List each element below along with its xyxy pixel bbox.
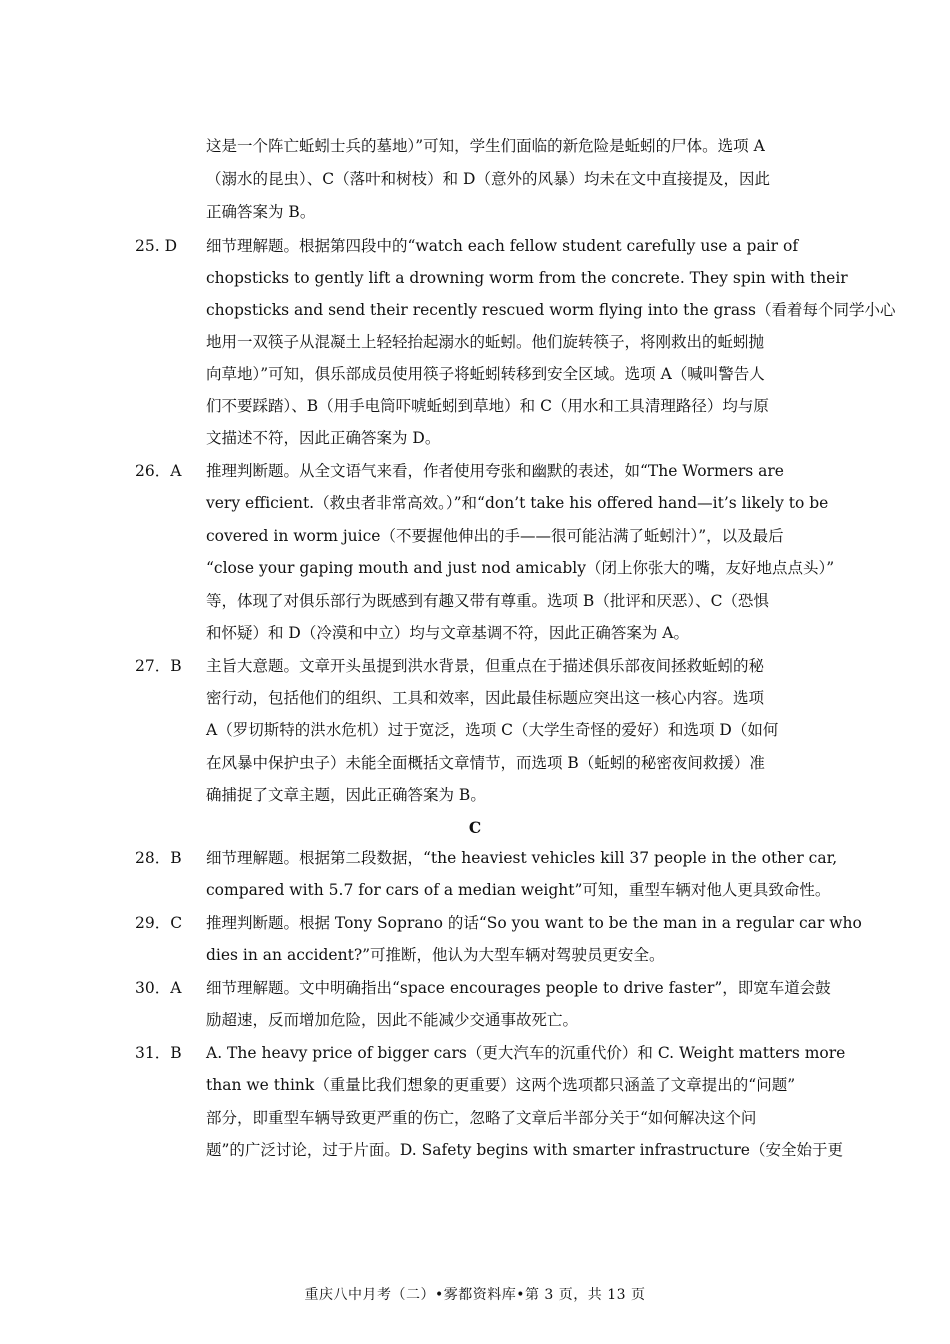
intro-line: 这是一个阵亡蚯蚓士兵的墓地）”可知，学生们面临的新危险是蚯蚓的尸体。选项 A xyxy=(206,137,765,155)
answer-line: 推理判断题。从全文语气来看，作者使用夸张和幽默的表述，如“The Wormers are xyxy=(206,462,784,480)
answer-line: dies in an accident?”可推断，他认为大型车辆对驾驶员更安全。 xyxy=(206,946,665,964)
answer-line: 励超速，反而增加危险，因此不能减少交通事故死亡。 xyxy=(206,1011,579,1029)
answer-number-30: 30．A xyxy=(135,979,182,997)
answer-line: 地用一双筷子从混凝土上轻轻抬起溺水的蚯蚓。他们旋转筷子，将刚救出的蚯蚓抛 xyxy=(206,333,765,351)
answer-line: 等，体现了对俱乐部行为既感到有趣又带有尊重。选项 B（批评和厌恶）、C（恐惧 xyxy=(206,592,769,610)
answer-line: 们不要踩踏）、B（用手电筒吓唬蚯蚓到草地）和 C（用水和工具清理路径）均与原 xyxy=(206,397,769,415)
answer-number-28: 28．B xyxy=(135,849,182,867)
answer-line: 细节理解题。根据第二段数据，“the heaviest vehicles kill 37 people in the other car, xyxy=(206,849,838,867)
section-heading: C xyxy=(468,818,482,837)
answer-line: 推理判断题。根据 Tony Soprano 的话“So you want to be the man in a regular car who xyxy=(206,914,862,932)
answer-line: chopsticks to gently lift a drowning worm from the concrete. They spin with their xyxy=(206,269,848,287)
answer-number-27: 27．B xyxy=(135,657,182,675)
answer-line: “close your gaping mouth and just nod amicably（闭上你张大的嘴，友好地点点头）” xyxy=(206,559,835,577)
answer-line: 和怀疑）和 D（冷漠和中立）均与文章基调不符，因此正确答案为 A。 xyxy=(206,624,689,642)
answer-line: 部分，即重型车辆导致更严重的伤亡，忽略了文章后半部分关于“如何解决这个问 xyxy=(206,1109,757,1127)
answer-line: covered in worm juice（不要握他伸出的手——很可能沾满了蚯蚓汁）”，以及最后 xyxy=(206,527,784,545)
answer-line: chopsticks and send their recently rescued worm flying into the grass（看着每个同学小心 xyxy=(206,301,896,319)
intro-line: 正确答案为 B。 xyxy=(206,203,316,221)
answer-line: than we think（重量比我们想象的更重要）这两个选项都只涵盖了文章提出的“问题” xyxy=(206,1076,796,1094)
answer-line: 文描述不符，因此正确答案为 D。 xyxy=(206,429,441,447)
answer-line: 主旨大意题。文章开头虽提到洪水背景，但重点在于描述俱乐部夜间拯救蚯蚓的秘 xyxy=(206,657,765,675)
answer-number-29: 29．C xyxy=(135,914,183,932)
answer-line: A（罗切斯特的洪水危机）过于宽泛，选项 C（大学生奇怪的爱好）和选项 D（如何 xyxy=(206,721,779,739)
answer-line: 细节理解题。根据第四段中的“watch each fellow student carefully use a pair of xyxy=(206,237,799,255)
answer-number-31: 31．B xyxy=(135,1044,182,1062)
answer-line: very efficient.（救虫者非常高效。）”和“don’t take his offered hand—it’s likely to be xyxy=(206,494,829,512)
answer-line: 细节理解题。文中明确指出“space encourages people to drive faster”，即宽车道会鼓 xyxy=(206,979,831,997)
intro-line: （溺水的昆虫）、C（落叶和树枝）和 D（意外的风暴）均未在文中直接提及，因此 xyxy=(206,170,770,188)
answer-number-26: 26．A xyxy=(135,462,182,480)
answer-line: A. The heavy price of bigger cars（更大汽车的沉重代价）和 C. Weight matters more xyxy=(206,1044,846,1062)
answer-line: 密行动，包括他们的组织、工具和效率，因此最佳标题应突出这一核心内容。选项 xyxy=(206,689,765,707)
answer-line: 题”的广泛讨论，过于片面。D. Safety begins with smarter infrastructure（安全始于更 xyxy=(206,1141,843,1159)
answer-number-25: 25. D xyxy=(135,237,178,255)
answer-line: 向草地）”可知，俱乐部成员使用筷子将蚯蚓转移到安全区域。选项 A（喊叫警告人 xyxy=(206,365,765,383)
page-footer: 重庆八中月考（二）•雾都资料库•第 3 页，共 13 页 xyxy=(304,1287,646,1303)
answer-line: 确捕捉了文章主题，因此正确答案为 B。 xyxy=(206,786,486,804)
answer-line: compared with 5.7 for cars of a median weight”可知，重型车辆对他人更具致命性。 xyxy=(206,881,831,899)
answer-line: 在风暴中保护虫子）未能全面概括文章情节，而选项 B（蚯蚓的秘密夜间救援）准 xyxy=(206,754,765,772)
